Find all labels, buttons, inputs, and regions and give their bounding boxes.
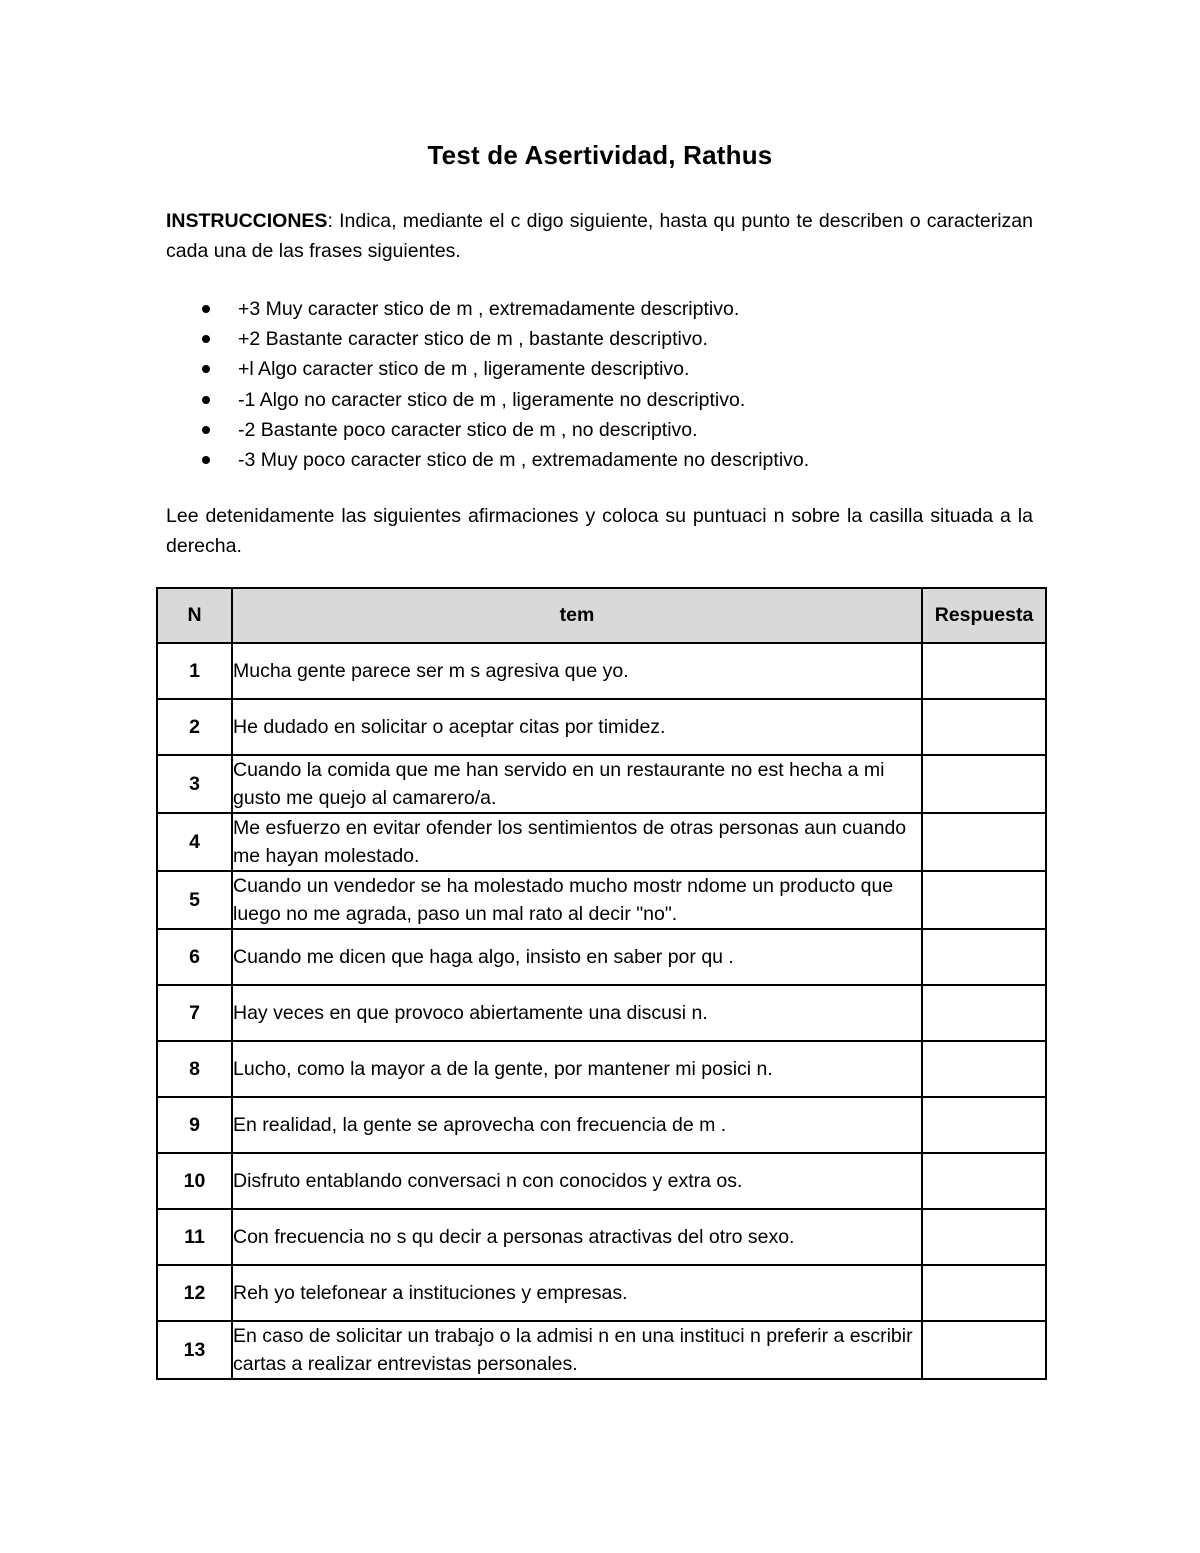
response-cell[interactable] — [922, 1321, 1046, 1379]
row-number: 12 — [157, 1265, 232, 1321]
row-item: Cuando la comida que me han servido en un restaurante no est hecha a mi gusto me quejo al camarero/a. — [232, 755, 922, 813]
table-row — [157, 813, 1046, 871]
row-item: Hay veces en que provoco abiertamente una discusi n. — [232, 985, 922, 1041]
response-cell[interactable] — [922, 1041, 1046, 1097]
row-item: En caso de solicitar un trabajo o la admisi n en una instituci n preferir a escribir cartas a realizar entrevistas personales. — [232, 1321, 922, 1379]
table-row — [157, 871, 1046, 929]
response-cell[interactable] — [922, 755, 1046, 813]
scale-item: -3 Muy poco caracter stico de m , extremadamente no descriptivo. — [196, 445, 809, 475]
bullet-icon — [202, 335, 210, 343]
response-cell[interactable] — [922, 643, 1046, 699]
table-row — [157, 1209, 1046, 1265]
response-cell[interactable] — [922, 871, 1046, 929]
row-number: 11 — [157, 1209, 232, 1265]
table-row — [157, 643, 1046, 699]
table-row — [157, 699, 1046, 755]
scale-item: -1 Algo no caracter stico de m , ligeramente no descriptivo. — [196, 385, 809, 415]
instructions-paragraph — [166, 206, 1033, 266]
table-row — [157, 1153, 1046, 1209]
row-number: 4 — [157, 813, 232, 871]
response-cell[interactable] — [922, 929, 1046, 985]
row-item: Lucho, como la mayor a de la gente, por mantener mi posici n. — [232, 1041, 922, 1097]
row-number: 7 — [157, 985, 232, 1041]
row-item: Disfruto entablando conversaci n con conocidos y extra os. — [232, 1153, 922, 1209]
scale-item: +l Algo caracter stico de m , ligeramente descriptivo. — [196, 354, 809, 384]
row-number: 2 — [157, 699, 232, 755]
row-item: He dudado en solicitar o aceptar citas por timidez. — [232, 699, 922, 755]
response-cell[interactable] — [922, 1209, 1046, 1265]
table-row — [157, 1041, 1046, 1097]
row-number: 8 — [157, 1041, 232, 1097]
row-number: 3 — [157, 755, 232, 813]
table-row — [157, 755, 1046, 813]
bullet-icon — [202, 456, 210, 464]
table-row — [157, 929, 1046, 985]
row-item: Con frecuencia no s qu decir a personas atractivas del otro sexo. — [232, 1209, 922, 1265]
bullet-icon — [202, 426, 210, 434]
row-number: 6 — [157, 929, 232, 985]
header-response: Respuesta — [922, 588, 1046, 643]
table-row — [157, 1265, 1046, 1321]
row-number: 1 — [157, 643, 232, 699]
row-number: 10 — [157, 1153, 232, 1209]
items-table — [156, 587, 1047, 1380]
bullet-icon — [202, 396, 210, 404]
instructions-text: : Indica, mediante el c digo siguiente, hasta qu punto te describen o caracterizan cada una de las frases siguientes. — [166, 210, 1033, 262]
row-number: 5 — [157, 871, 232, 929]
response-cell[interactable] — [922, 1097, 1046, 1153]
scale-item: +3 Muy caracter stico de m , extremadamente descriptivo. — [196, 294, 809, 324]
response-cell[interactable] — [922, 813, 1046, 871]
page-title: Test de Asertividad, Rathus — [427, 140, 773, 170]
table-row — [157, 985, 1046, 1041]
table-row — [157, 1321, 1046, 1379]
row-item: Cuando me dicen que haga algo, insisto en saber por qu . — [232, 929, 922, 985]
bullet-icon — [202, 305, 210, 313]
row-item: En realidad, la gente se aprovecha con frecuencia de m . — [232, 1097, 922, 1153]
row-item: Me esfuerzo en evitar ofender los sentimientos de otras personas aun cuando me hayan molestado. — [232, 813, 922, 871]
row-number: 13 — [157, 1321, 232, 1379]
row-number: 9 — [157, 1097, 232, 1153]
instructions-label: INSTRUCCIONES — [166, 210, 328, 232]
response-cell[interactable] — [922, 699, 1046, 755]
row-item: Mucha gente parece ser m s agresiva que yo. — [232, 643, 922, 699]
scale-item: +2 Bastante caracter stico de m , bastante descriptivo. — [196, 324, 809, 354]
bullet-icon — [202, 365, 210, 373]
response-cell[interactable] — [922, 1265, 1046, 1321]
scale-item: -2 Bastante poco caracter stico de m , no descriptivo. — [196, 415, 809, 445]
table-row — [157, 1097, 1046, 1153]
scale-list — [196, 294, 809, 475]
response-cell[interactable] — [922, 1153, 1046, 1209]
header-number: N — [157, 588, 232, 643]
response-cell[interactable] — [922, 985, 1046, 1041]
row-item: Reh yo telefonear a instituciones y empresas. — [232, 1265, 922, 1321]
table-header-row — [157, 588, 1046, 643]
read-instructions: Lee detenidamente las siguientes afirmaciones y coloca su puntuaci n sobre la casilla situada a la derecha. — [166, 505, 1033, 557]
row-item: Cuando un vendedor se ha molestado mucho mostr ndome un producto que luego no me agrada, paso un mal rato al decir "no". — [232, 871, 922, 929]
header-item: tem — [232, 588, 922, 643]
